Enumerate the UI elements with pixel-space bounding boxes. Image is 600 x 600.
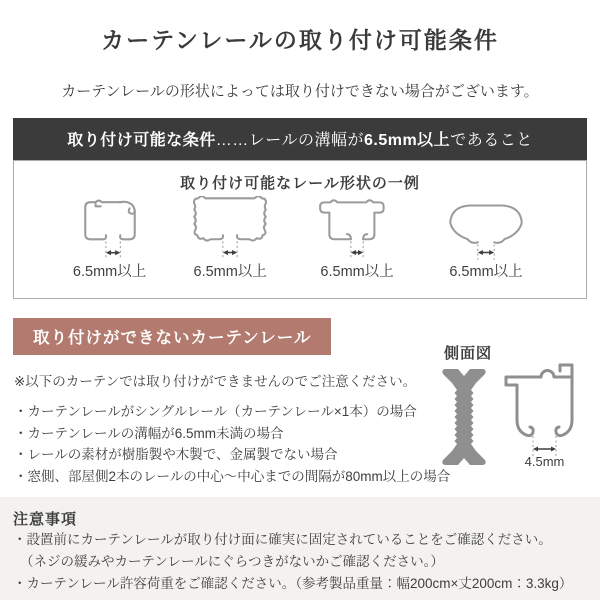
rail-example-2 xyxy=(185,196,275,281)
condition-suffix: であること xyxy=(450,132,533,149)
rail-cross-section-icon xyxy=(496,356,588,468)
caution-line: ・カーテンレール許容荷重をご確認ください。（参考製品重量：幅200cm×丈200cm：3.3kg） xyxy=(13,576,573,591)
caution-line: （ネジの緩みやカーテンレールにぐらつきがないかご確認ください。） xyxy=(20,554,444,569)
rail-gap-label: 6.5mm以上 xyxy=(72,264,147,280)
condition-dots: …… xyxy=(215,132,249,149)
installable-condition-banner xyxy=(13,118,587,160)
rail-gap-label: 6.5mm以上 xyxy=(320,264,394,280)
condition-middle: レールの溝幅が xyxy=(248,132,364,149)
top-flange-rail-icon xyxy=(314,196,400,262)
rail-example-3 xyxy=(314,196,400,281)
not-installable-heading: 取り付けができないカーテンレール xyxy=(13,318,331,355)
cautions-heading: 注意事項 xyxy=(13,511,78,528)
list-item: ・カーテンレールがシングルレール（カーテンレール×1本）の場合 xyxy=(14,404,417,419)
rail-gap-label: 6.5mm以上 xyxy=(193,264,267,280)
rail-examples-title: 取り付け可能なレール形状の一例 xyxy=(180,175,420,192)
rail-examples-box xyxy=(13,160,587,299)
rail-gap-label: 6.5mm以上 xyxy=(449,264,523,280)
list-item: ・窓側、部屋側2本のレールの中心〜中心までの間隔が80mm以上の場合 xyxy=(14,468,451,484)
side-view-gap-label: 4.5mm xyxy=(524,454,565,468)
side-view-figure xyxy=(432,342,598,494)
rail-example-1 xyxy=(73,196,146,281)
list-item: ・カーテンレールの溝幅が6.5mm未満の場合 xyxy=(14,425,284,441)
c-channel-hook-rail-icon xyxy=(78,196,142,262)
cautions-section xyxy=(0,497,600,600)
page-subtitle: カーテンレールの形状によっては取り付けできない場合がございます。 xyxy=(61,83,539,100)
condition-value: 6.5mm以上 xyxy=(363,132,451,149)
oval-rail-icon xyxy=(439,196,533,262)
runner-hook-icon xyxy=(438,367,490,467)
page-title: カーテンレールの取り付け可能条件 xyxy=(101,27,499,53)
caution-line: ・設置前にカーテンレールが取り付け面に確実に固定されていることをご確認ください。 xyxy=(13,532,552,547)
list-item: ・レールの素材が樹脂製や木製で、金属製でない場合 xyxy=(14,447,338,462)
side-view-label: 側面図 xyxy=(444,345,493,362)
rail-example-4 xyxy=(439,196,533,281)
rail-examples-row xyxy=(14,193,586,281)
scalloped-side-rail-icon xyxy=(185,196,275,262)
condition-prefix: 取り付け可能な条件 xyxy=(67,132,216,149)
not-installable-note: ※以下のカーテンでは取り付けができませんのでご注意ください。 xyxy=(14,374,417,389)
